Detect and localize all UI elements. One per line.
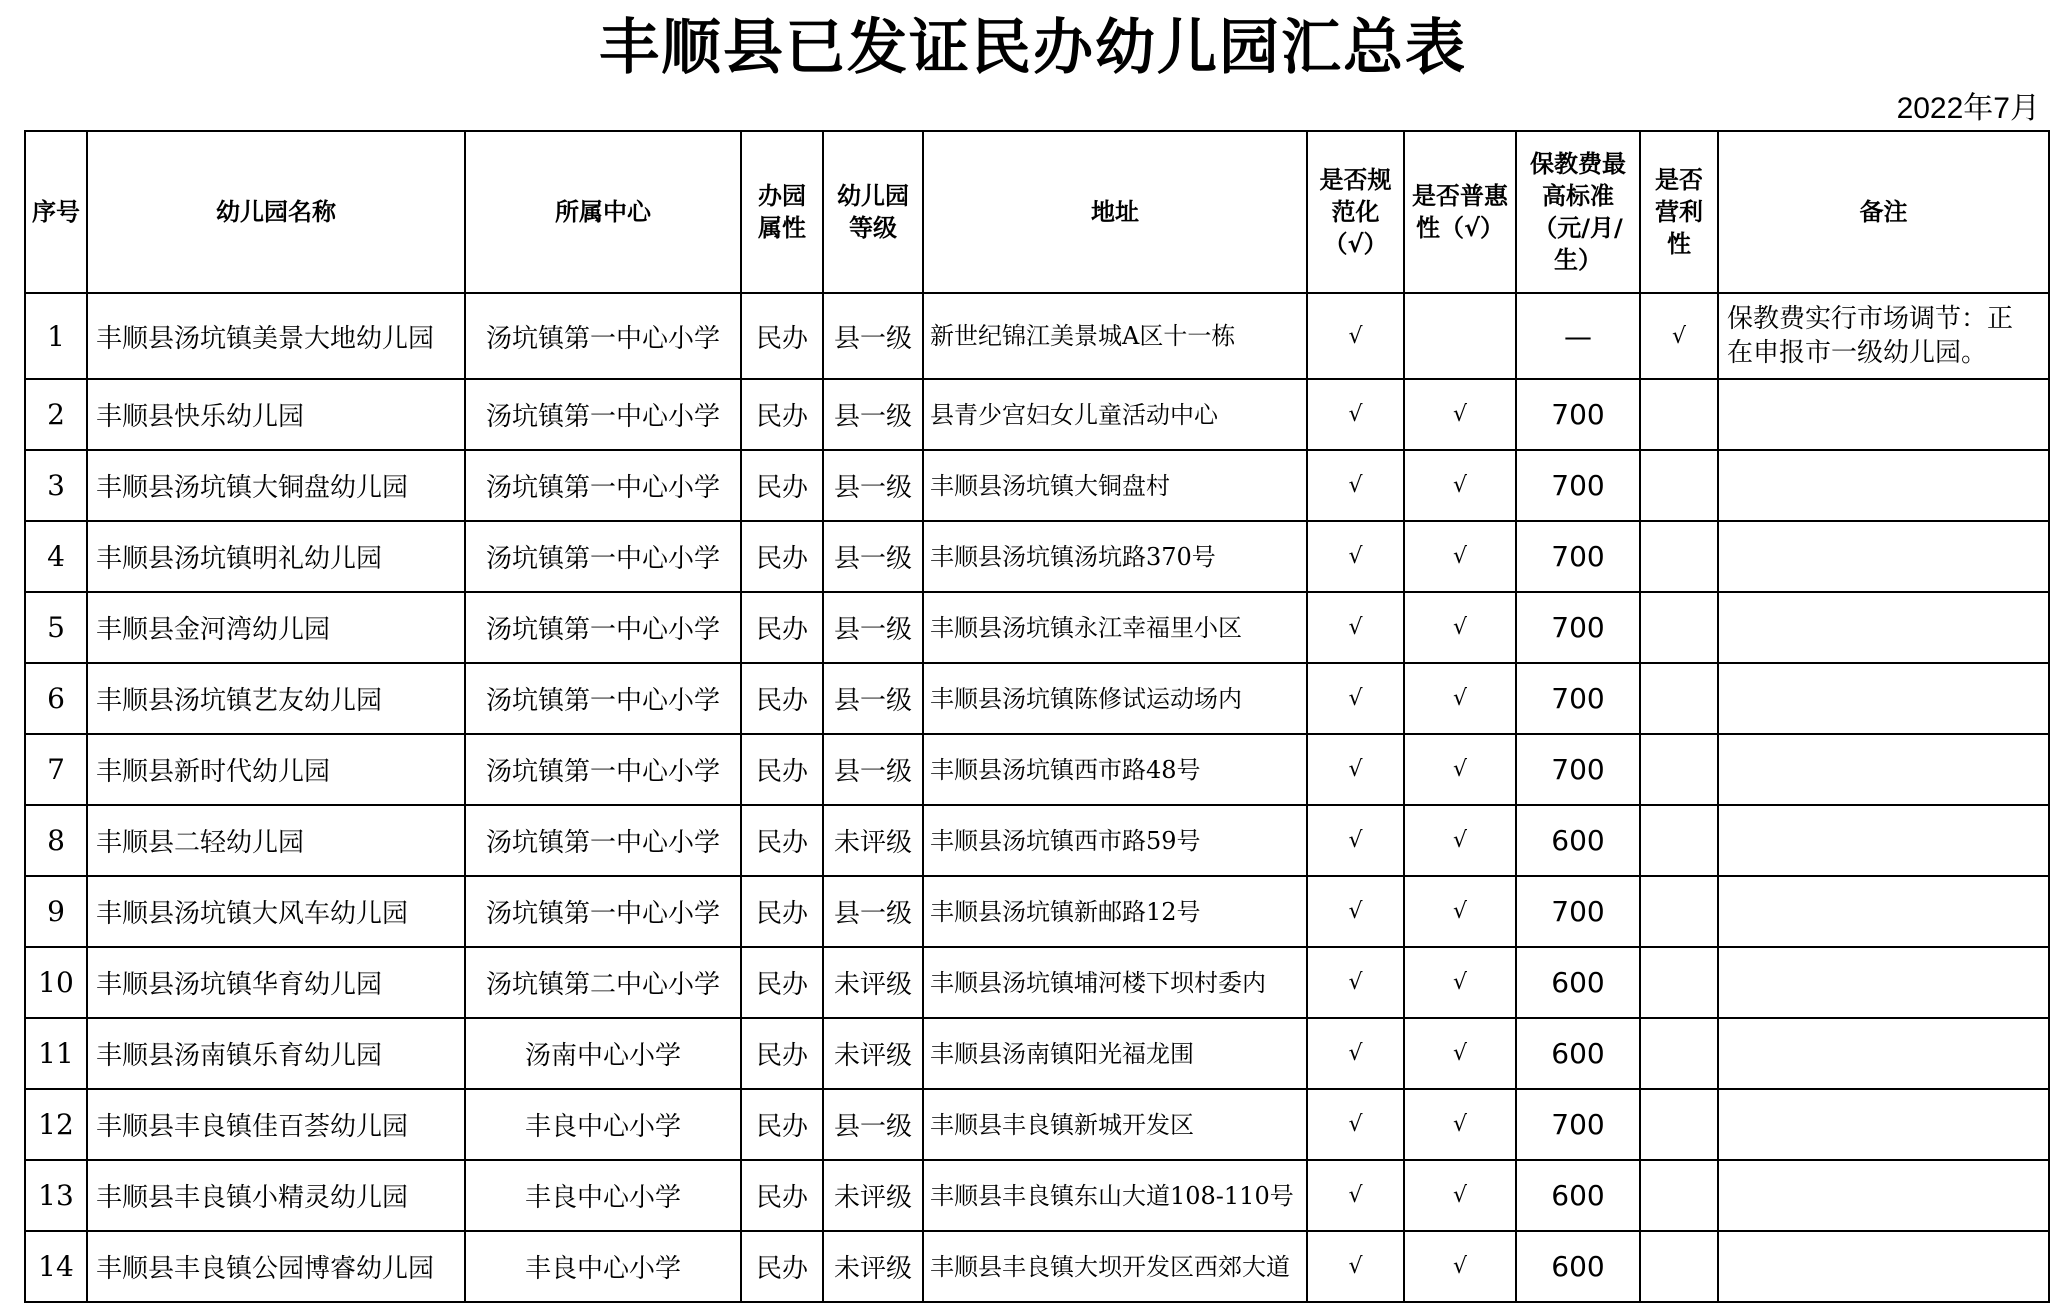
- cell-seq: 3: [25, 450, 87, 521]
- cell-type: 民办: [741, 1018, 823, 1089]
- cell-inclusive: √: [1404, 1018, 1516, 1089]
- cell-address: 新世纪锦江美景城A区十一栋: [923, 293, 1307, 379]
- cell-type: 民办: [741, 1089, 823, 1160]
- cell-remark: [1718, 663, 2049, 734]
- table-row: [25, 734, 2049, 805]
- cell-address: 丰顺县丰良镇东山大道108-110号: [923, 1160, 1307, 1231]
- cell-name: 丰顺县汤坑镇华育幼儿园: [87, 947, 465, 1018]
- cell-profit: √: [1640, 293, 1718, 379]
- kindergarten-table: [24, 130, 2050, 1303]
- cell-fee: 700: [1516, 663, 1640, 734]
- cell-inclusive: √: [1404, 947, 1516, 1018]
- table-row: [25, 805, 2049, 876]
- cell-type: 民办: [741, 663, 823, 734]
- cell-name: 丰顺县汤坑镇艺友幼儿园: [87, 663, 465, 734]
- cell-fee: 700: [1516, 592, 1640, 663]
- cell-profit: [1640, 521, 1718, 592]
- cell-type: 民办: [741, 379, 823, 450]
- cell-seq: 2: [25, 379, 87, 450]
- report-date: 2022年7月: [1896, 92, 2040, 125]
- cell-fee: 600: [1516, 805, 1640, 876]
- table-row: [25, 592, 2049, 663]
- cell-standard: √: [1307, 293, 1404, 379]
- cell-seq: 7: [25, 734, 87, 805]
- cell-address: 丰顺县汤坑镇大铜盘村: [923, 450, 1307, 521]
- cell-seq: 5: [25, 592, 87, 663]
- cell-level: 县一级: [823, 521, 923, 592]
- table-row: [25, 663, 2049, 734]
- cell-center: 汤坑镇第一中心小学: [465, 379, 741, 450]
- cell-center: 汤坑镇第一中心小学: [465, 450, 741, 521]
- table-row: [25, 450, 2049, 521]
- cell-inclusive: √: [1404, 1160, 1516, 1231]
- cell-address: 丰顺县汤坑镇汤坑路370号: [923, 521, 1307, 592]
- cell-address: 丰顺县汤坑镇陈修试运动场内: [923, 663, 1307, 734]
- cell-profit: [1640, 947, 1718, 1018]
- cell-inclusive: √: [1404, 876, 1516, 947]
- cell-name: 丰顺县二轻幼儿园: [87, 805, 465, 876]
- cell-remark: 保教费实行市场调节：正 在申报市一级幼儿园。: [1718, 293, 2049, 379]
- cell-center: 汤坑镇第一中心小学: [465, 734, 741, 805]
- header-profit: 是否 营利 性: [1640, 131, 1718, 293]
- cell-name: 丰顺县汤南镇乐育幼儿园: [87, 1018, 465, 1089]
- cell-address: 丰顺县丰良镇大坝开发区西郊大道: [923, 1231, 1307, 1302]
- cell-type: 民办: [741, 1231, 823, 1302]
- header-level: 幼儿园 等级: [823, 131, 923, 293]
- cell-level: 县一级: [823, 663, 923, 734]
- cell-fee: 700: [1516, 876, 1640, 947]
- cell-fee: 600: [1516, 1231, 1640, 1302]
- cell-center: 丰良中心小学: [465, 1231, 741, 1302]
- cell-address: 丰顺县汤南镇阳光福龙围: [923, 1018, 1307, 1089]
- cell-standard: √: [1307, 805, 1404, 876]
- cell-inclusive: √: [1404, 379, 1516, 450]
- cell-inclusive: √: [1404, 805, 1516, 876]
- table-row: [25, 1160, 2049, 1231]
- cell-fee: 700: [1516, 734, 1640, 805]
- cell-standard: √: [1307, 1089, 1404, 1160]
- cell-center: 汤坑镇第二中心小学: [465, 947, 741, 1018]
- cell-remark: [1718, 1231, 2049, 1302]
- cell-seq: 10: [25, 947, 87, 1018]
- header-address: 地址: [923, 131, 1307, 293]
- table-row: [25, 1018, 2049, 1089]
- cell-standard: √: [1307, 592, 1404, 663]
- cell-standard: √: [1307, 663, 1404, 734]
- cell-center: 汤坑镇第一中心小学: [465, 663, 741, 734]
- cell-fee: 600: [1516, 1018, 1640, 1089]
- cell-level: 县一级: [823, 734, 923, 805]
- table-row: [25, 379, 2049, 450]
- cell-inclusive: √: [1404, 592, 1516, 663]
- page-title: 丰顺县已发证民办幼儿园汇总表: [599, 13, 1467, 83]
- cell-profit: [1640, 663, 1718, 734]
- cell-center: 汤坑镇第一中心小学: [465, 293, 741, 379]
- cell-level: 县一级: [823, 1089, 923, 1160]
- cell-profit: [1640, 805, 1718, 876]
- header-inclusive: 是否普惠 性（√）: [1404, 131, 1516, 293]
- cell-profit: [1640, 1018, 1718, 1089]
- cell-seq: 11: [25, 1018, 87, 1089]
- table-row: [25, 1231, 2049, 1302]
- cell-standard: √: [1307, 1018, 1404, 1089]
- cell-address: 丰顺县汤坑镇永江幸福里小区: [923, 592, 1307, 663]
- cell-remark: [1718, 805, 2049, 876]
- cell-remark: [1718, 947, 2049, 1018]
- cell-remark: [1718, 1089, 2049, 1160]
- table-row: [25, 876, 2049, 947]
- cell-remark: [1718, 1160, 2049, 1231]
- cell-inclusive: √: [1404, 663, 1516, 734]
- cell-address: 丰顺县汤坑镇西市路48号: [923, 734, 1307, 805]
- cell-standard: √: [1307, 734, 1404, 805]
- table-row: [25, 521, 2049, 592]
- cell-fee: 700: [1516, 521, 1640, 592]
- cell-center: 汤坑镇第一中心小学: [465, 876, 741, 947]
- cell-level: 未评级: [823, 1160, 923, 1231]
- cell-type: 民办: [741, 805, 823, 876]
- cell-center: 丰良中心小学: [465, 1089, 741, 1160]
- cell-name: 丰顺县汤坑镇明礼幼儿园: [87, 521, 465, 592]
- cell-name: 丰顺县新时代幼儿园: [87, 734, 465, 805]
- cell-profit: [1640, 876, 1718, 947]
- cell-remark: [1718, 521, 2049, 592]
- cell-fee: 700: [1516, 1089, 1640, 1160]
- cell-inclusive: √: [1404, 450, 1516, 521]
- cell-remark: [1718, 592, 2049, 663]
- cell-fee: 700: [1516, 379, 1640, 450]
- cell-fee: —: [1516, 293, 1640, 379]
- cell-center: 丰良中心小学: [465, 1160, 741, 1231]
- cell-standard: √: [1307, 947, 1404, 1018]
- cell-level: 县一级: [823, 592, 923, 663]
- table-row: [25, 1089, 2049, 1160]
- table-row: [25, 947, 2049, 1018]
- cell-address: 丰顺县汤坑镇西市路59号: [923, 805, 1307, 876]
- table-row: [25, 293, 2049, 379]
- cell-standard: √: [1307, 521, 1404, 592]
- header-fee: 保教费最 高标准 （元/月/ 生）: [1516, 131, 1640, 293]
- cell-seq: 12: [25, 1089, 87, 1160]
- cell-seq: 14: [25, 1231, 87, 1302]
- cell-remark: [1718, 1018, 2049, 1089]
- cell-level: 未评级: [823, 805, 923, 876]
- cell-seq: 6: [25, 663, 87, 734]
- cell-address: 丰顺县丰良镇新城开发区: [923, 1089, 1307, 1160]
- cell-seq: 13: [25, 1160, 87, 1231]
- header-name: 幼儿园名称: [87, 131, 465, 293]
- cell-level: 县一级: [823, 876, 923, 947]
- cell-name: 丰顺县丰良镇小精灵幼儿园: [87, 1160, 465, 1231]
- cell-inclusive: √: [1404, 734, 1516, 805]
- cell-type: 民办: [741, 592, 823, 663]
- header-seq: 序号: [25, 131, 87, 293]
- cell-inclusive: [1404, 293, 1516, 379]
- cell-standard: √: [1307, 379, 1404, 450]
- cell-type: 民办: [741, 947, 823, 1018]
- cell-type: 民办: [741, 450, 823, 521]
- cell-name: 丰顺县汤坑镇大风车幼儿园: [87, 876, 465, 947]
- cell-type: 民办: [741, 734, 823, 805]
- cell-level: 未评级: [823, 947, 923, 1018]
- cell-fee: 700: [1516, 450, 1640, 521]
- cell-name: 丰顺县汤坑镇大铜盘幼儿园: [87, 450, 465, 521]
- header-center: 所属中心: [465, 131, 741, 293]
- cell-center: 汤坑镇第一中心小学: [465, 805, 741, 876]
- cell-level: 县一级: [823, 379, 923, 450]
- cell-seq: 9: [25, 876, 87, 947]
- cell-type: 民办: [741, 521, 823, 592]
- cell-type: 民办: [741, 293, 823, 379]
- cell-type: 民办: [741, 876, 823, 947]
- cell-center: 汤南中心小学: [465, 1018, 741, 1089]
- cell-center: 汤坑镇第一中心小学: [465, 592, 741, 663]
- cell-remark: [1718, 876, 2049, 947]
- cell-profit: [1640, 734, 1718, 805]
- cell-level: 县一级: [823, 293, 923, 379]
- cell-level: 未评级: [823, 1018, 923, 1089]
- cell-address: 县青少宫妇女儿童活动中心: [923, 379, 1307, 450]
- cell-seq: 4: [25, 521, 87, 592]
- cell-standard: √: [1307, 450, 1404, 521]
- cell-standard: √: [1307, 1160, 1404, 1231]
- cell-profit: [1640, 1160, 1718, 1231]
- cell-remark: [1718, 734, 2049, 805]
- cell-type: 民办: [741, 1160, 823, 1231]
- cell-address: 丰顺县汤坑镇新邮路12号: [923, 876, 1307, 947]
- cell-profit: [1640, 592, 1718, 663]
- cell-name: 丰顺县金河湾幼儿园: [87, 592, 465, 663]
- cell-profit: [1640, 379, 1718, 450]
- cell-standard: √: [1307, 876, 1404, 947]
- cell-standard: √: [1307, 1231, 1404, 1302]
- cell-remark: [1718, 379, 2049, 450]
- cell-profit: [1640, 450, 1718, 521]
- cell-inclusive: √: [1404, 1089, 1516, 1160]
- cell-seq: 8: [25, 805, 87, 876]
- table-header-row: [25, 131, 2049, 293]
- cell-profit: [1640, 1231, 1718, 1302]
- cell-center: 汤坑镇第一中心小学: [465, 521, 741, 592]
- cell-level: 县一级: [823, 450, 923, 521]
- cell-fee: 600: [1516, 1160, 1640, 1231]
- cell-name: 丰顺县快乐幼儿园: [87, 379, 465, 450]
- header-remark: 备注: [1718, 131, 2049, 293]
- cell-level: 未评级: [823, 1231, 923, 1302]
- cell-address: 丰顺县汤坑镇埔河楼下坝村委内: [923, 947, 1307, 1018]
- cell-fee: 600: [1516, 947, 1640, 1018]
- cell-inclusive: √: [1404, 1231, 1516, 1302]
- cell-inclusive: √: [1404, 521, 1516, 592]
- cell-name: 丰顺县丰良镇公园博睿幼儿园: [87, 1231, 465, 1302]
- cell-name: 丰顺县汤坑镇美景大地幼儿园: [87, 293, 465, 379]
- cell-seq: 1: [25, 293, 87, 379]
- header-type: 办园 属性: [741, 131, 823, 293]
- cell-profit: [1640, 1089, 1718, 1160]
- cell-remark: [1718, 450, 2049, 521]
- header-standard: 是否规 范化 （√）: [1307, 131, 1404, 293]
- cell-name: 丰顺县丰良镇佳百荟幼儿园: [87, 1089, 465, 1160]
